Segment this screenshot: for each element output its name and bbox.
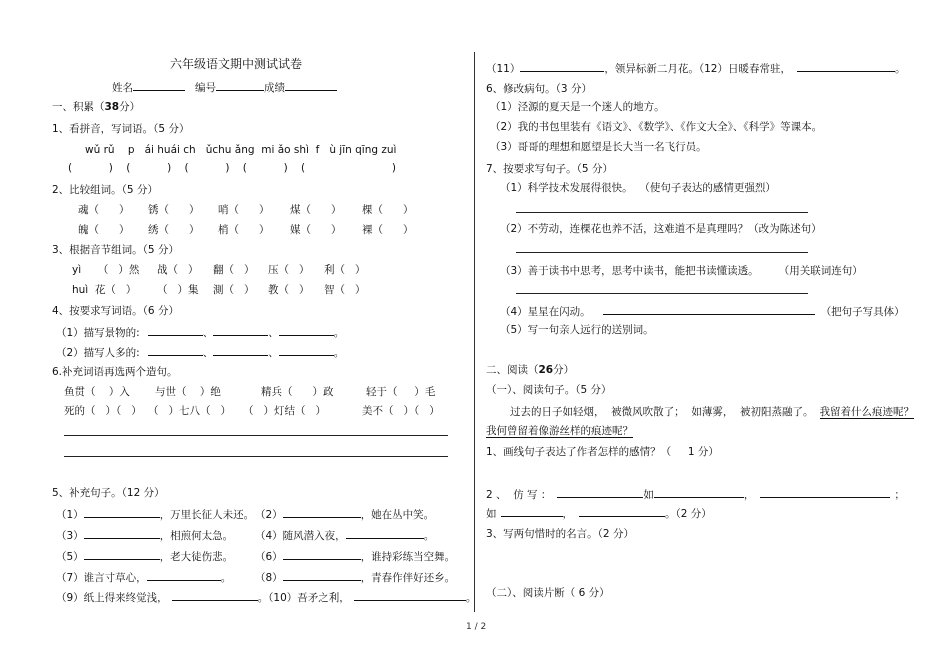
- number-label: 编号: [195, 82, 217, 94]
- q3-item[interactable]: （ ）集: [157, 284, 199, 296]
- q1-pinyin: wǔ rǔ p ái huái ch ǔchu ǎng mi ǎo shì f ù jīn qīng zuì: [85, 144, 397, 156]
- column-divider: [474, 52, 475, 612]
- q1-answer-brackets[interactable]: ( ) ( ) ( ) ( ) ( ): [68, 162, 397, 174]
- q5-row-1: （1） ，万里长征人未还。: [56, 506, 254, 522]
- q2-item[interactable]: 棵（ ）: [362, 204, 414, 216]
- q2-item[interactable]: 梢（ ）: [218, 224, 270, 236]
- name-field[interactable]: [133, 79, 185, 91]
- idiom-item[interactable]: 轻于（ ）毛: [366, 386, 436, 398]
- answer-blank[interactable]: [283, 506, 361, 518]
- score-field[interactable]: [285, 79, 337, 91]
- reading-q3: 3、写两句惜时的名言。（2 分）: [486, 528, 634, 540]
- q5-row-3: （5） ，老大徒伤悲。: [56, 548, 233, 564]
- idiom-item[interactable]: 死的（ ）（ ）: [64, 405, 142, 417]
- answer-blank[interactable]: [797, 60, 895, 72]
- answer-blank[interactable]: [346, 527, 424, 539]
- q3-item[interactable]: 教（ ）: [268, 284, 310, 296]
- answer-blank[interactable]: [354, 589, 466, 601]
- idiom-item[interactable]: 与世（ ）绝: [155, 386, 221, 398]
- idiom-item[interactable]: 美不（ ）（ ）: [362, 405, 440, 417]
- q5-row-5: （9）纸上得来终觉浅， 。（10）吾矛之利， 。: [56, 589, 476, 605]
- answer-line[interactable]: [516, 212, 808, 213]
- q6-right-title: 6、修改病句。（3 分）: [486, 83, 592, 95]
- sick-sentence-2: （2）我的书包里装有《语文》、《数学》、《作文大全》、《科学》等课本。: [490, 121, 823, 133]
- q3-item[interactable]: 利（ ）: [324, 264, 366, 276]
- q5-row-1b: （2） ，她在丛中笑。: [255, 506, 434, 522]
- q2-item[interactable]: 绣（ ）: [148, 224, 200, 236]
- sick-sentence-3: （3）哥哥的理想和愿望是长大当一名飞行员。: [490, 141, 707, 153]
- q7-item-5: （5）写一句亲人远行的送别词。: [500, 324, 654, 336]
- answer-blank[interactable]: [283, 548, 361, 560]
- answer-blank[interactable]: [172, 589, 258, 601]
- q2-item[interactable]: 煤（ ）: [290, 204, 342, 216]
- idiom-item[interactable]: （ ）灯结（ ）: [243, 405, 327, 417]
- q7-item-3: （3）善于读书中思考，思考中读书，能把书读懂读透。 （用关联词连句）: [500, 265, 863, 277]
- reading-q2-line-1: 2 、 仿 写 ： 如 ， ；: [486, 486, 905, 502]
- q3-item[interactable]: 測（ ）: [213, 284, 255, 296]
- number-field[interactable]: [216, 79, 264, 91]
- answer-blank[interactable]: [213, 344, 268, 356]
- q5-row-2b: （4）随风潜入夜， 。: [255, 527, 434, 543]
- answer-blank[interactable]: [84, 506, 160, 518]
- name-label: 姓名: [112, 82, 133, 94]
- section-1-heading: 一、积累（38分）: [52, 101, 141, 113]
- page-number: 1 / 2: [466, 622, 487, 632]
- q2-item[interactable]: 媒（ ）: [290, 224, 342, 236]
- answer-blank[interactable]: [279, 344, 334, 356]
- q2-item[interactable]: 锈（ ）: [148, 204, 200, 216]
- q7-title: 7、按要求写句子。（5 分）: [486, 163, 613, 175]
- answer-blank[interactable]: [148, 344, 203, 356]
- q5-row-4b: （8） ，青春作伴好还乡。: [255, 569, 455, 585]
- q2-item[interactable]: 魂（ ）: [78, 204, 130, 216]
- idiom-item[interactable]: 精兵（ ）政: [261, 386, 334, 398]
- reading-passage-line-2: [486, 424, 633, 438]
- q2-title: 2、比较组词。（5 分）: [52, 184, 158, 196]
- reading-q1: 1、画线句子表达了作者怎样的感情？（ 1 分）: [486, 446, 719, 458]
- q3-item[interactable]: huì 花（ ）: [72, 284, 137, 296]
- q3-item[interactable]: 智（ ）: [324, 284, 366, 296]
- answer-blank[interactable]: [760, 486, 890, 498]
- q2-item[interactable]: 哨（ ）: [218, 204, 270, 216]
- answer-blank[interactable]: [603, 303, 815, 315]
- answer-blank[interactable]: [501, 505, 563, 517]
- q2-item[interactable]: 裸（ ）: [362, 224, 414, 236]
- reading-passage-line-1: 过去的日子如轻烟， 被微风吹散了； 如薄雾， 被初阳蒸融了。 我留着什么痕迹呢？: [510, 406, 915, 418]
- q1-title: 1、看拼音，写词语。（5 分）: [52, 123, 190, 135]
- q7-item-1: （1）科学技术发展得很快。 （使句子表达的感情更强烈）: [500, 182, 776, 194]
- sentence-line[interactable]: [64, 456, 448, 457]
- q5-row-4: （7）谁言寸草心， 。: [56, 569, 231, 585]
- q6-left-title: 6.补充词语再选两个造句。: [52, 366, 178, 378]
- answer-blank[interactable]: [520, 60, 604, 72]
- q4-item-2: （2）描写人多的: 、 、 。: [56, 344, 344, 360]
- q5-row-6: （11） ，领异标新二月花。（12）日暖春常驻， 。: [486, 60, 906, 76]
- answer-blank[interactable]: [84, 527, 160, 539]
- answer-blank[interactable]: [283, 569, 361, 581]
- q5-row-2: （3） ，相煎何太急。: [56, 527, 233, 543]
- reading-part-1-title: （一）、阅读句子。（5 分）: [486, 384, 612, 396]
- exam-title: 六年级语文期中测试试卷: [170, 57, 303, 71]
- answer-blank[interactable]: [147, 569, 221, 581]
- answer-blank[interactable]: [654, 486, 744, 498]
- answer-line[interactable]: [516, 252, 808, 253]
- q3-item[interactable]: 翻（ ）: [213, 264, 255, 276]
- q4-item-1: （1）描写景物的: 、 、 。: [56, 324, 344, 340]
- q7-item-4: （4）星星在闪动。 （把句子写具体）: [500, 303, 905, 319]
- reading-part-2-title: （二）、阅读片断（ 6 分）: [486, 587, 610, 599]
- answer-blank[interactable]: [213, 324, 268, 336]
- q7-item-2: （2）不劳动，连棵花也养不活，这难道不是真理吗？（改为陈述句）: [500, 223, 822, 235]
- score-label: 成绩: [264, 82, 286, 94]
- q5-title: 5、补充句子。（12 分）: [52, 487, 165, 499]
- reading-q2-line-2: 如 ， 。（2 分）: [486, 505, 712, 521]
- underlined-sentence: 我何曾留着像游丝样的痕迹呢？: [486, 425, 633, 437]
- section-2-heading: 二、阅读（26分）: [486, 364, 575, 376]
- idiom-item[interactable]: （ ）七八（ ）: [148, 405, 232, 417]
- q3-item[interactable]: yì （ ）然: [72, 264, 140, 276]
- answer-blank[interactable]: [148, 324, 203, 336]
- q3-item[interactable]: 压（ ）: [268, 264, 310, 276]
- q4-title: 4、按要求写词语。（6 分）: [52, 305, 179, 317]
- idiom-item[interactable]: 鱼贯（ ）入: [64, 386, 130, 398]
- answer-blank[interactable]: [557, 486, 643, 498]
- answer-blank[interactable]: [579, 505, 665, 517]
- q5-row-3b: （6） ，谁持彩练当空舞。: [255, 548, 455, 564]
- answer-blank[interactable]: [279, 324, 334, 336]
- sentence-line[interactable]: [64, 435, 448, 436]
- student-info-line: [112, 79, 337, 95]
- q2-item[interactable]: 魄（ ）: [78, 224, 130, 236]
- answer-blank[interactable]: [84, 548, 160, 560]
- answer-line[interactable]: [516, 293, 808, 294]
- q3-title: 3、根据音节组词。（5 分）: [52, 244, 179, 256]
- q3-item[interactable]: 战（ ）: [157, 264, 199, 276]
- sick-sentence-1: （1）泾源的夏天是一个迷人的地方。: [490, 101, 665, 113]
- underlined-sentence: 我留着什么痕迹呢？: [819, 406, 915, 418]
